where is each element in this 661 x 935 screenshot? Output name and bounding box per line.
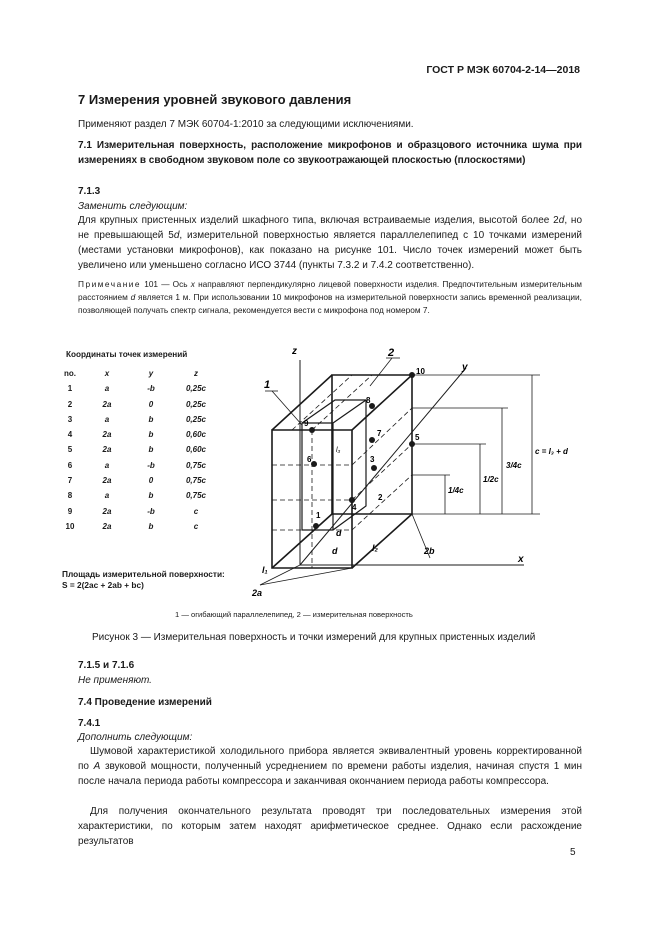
cell-no: 8: [67, 491, 73, 501]
y-axis-line: [300, 368, 466, 565]
cell-no: 1: [67, 384, 73, 394]
cell-y: 0: [148, 476, 154, 486]
dim-l3-label: l₃: [336, 447, 341, 454]
section-7-4-1-paragraph-2: Для получения окончательного результата проводят три последовательных измерения этой характеристики, по которым затем находят арифметическое среднее. Однако если расхождение результатов: [78, 806, 582, 847]
dim-l1-label: l₁: [262, 565, 268, 575]
note-101: [78, 278, 582, 317]
note-var-d: d: [130, 292, 136, 302]
point-6-label: 6: [307, 455, 312, 464]
cell-x: 2a: [102, 506, 112, 516]
cell-z: 0,60c: [185, 430, 207, 440]
cell-y: -b: [147, 506, 155, 516]
point-4-label: 4: [352, 503, 357, 512]
coords-table-title: Координаты точек измерений: [66, 350, 188, 359]
outer-edges: [272, 375, 412, 568]
col-header-no: no.: [64, 369, 76, 378]
note-text-a: 101 — Ось: [144, 279, 191, 289]
cell-x: a: [104, 460, 110, 470]
cell-no: 9: [67, 506, 73, 516]
col-header-z: z: [194, 369, 198, 378]
figure-legend: 1 — огибающий параллелепипед, 2 — измерительная поверхность: [175, 610, 413, 619]
note-var-x: x: [190, 279, 195, 289]
col-header-x: x: [104, 369, 110, 378]
cell-x: 2a: [102, 445, 112, 455]
coords-table-header: [58, 366, 222, 381]
dim-2a-label: 2a: [252, 588, 263, 598]
area-formula: [62, 569, 225, 591]
cell-y: b: [148, 414, 154, 424]
dim-half-c: 1/2c: [483, 475, 499, 484]
para-text-c: , измерительной поверхностью является параллелепипед с 10 точками измерений (местами установки микрофонов), как показано на рисунке 101. Число точек измерений может быть увеличено или уменьшено согласно ИСО 3744 (пункты 7.3.2 и 7.4.2 соответственно).: [78, 230, 582, 271]
cell-x: a: [104, 384, 110, 394]
cell-no: 10: [65, 521, 75, 531]
section-7-1-5-number: 7.1.5 и 7.1.6: [78, 660, 135, 671]
cell-y: b: [148, 430, 154, 440]
cell-x: a: [104, 491, 110, 501]
point-10-label: 10: [416, 367, 425, 376]
cell-z: 0,60c: [185, 445, 207, 455]
section-7-4-1-number: 7.4.1: [78, 718, 101, 729]
coords-table-row: [58, 412, 222, 427]
section-7-title: 7 Измерения уровней звукового давления: [78, 92, 352, 107]
cell-y: b: [148, 491, 154, 501]
section-7-1-3-instruction: Заменить следующим:: [78, 201, 188, 212]
cell-z: 0,75c: [185, 476, 207, 486]
surface-label: 2: [388, 347, 395, 359]
point-1-label: 1: [316, 511, 321, 520]
coords-table-row: [58, 473, 222, 488]
coords-table-row: [58, 458, 222, 473]
cell-no: 5: [67, 445, 73, 455]
dashed-grid-horizontal: [272, 408, 412, 530]
cell-z: 0,25c: [185, 399, 207, 409]
cell-y: b: [148, 445, 154, 455]
dim-three-quarter-c: 3/4c: [506, 461, 522, 470]
para-text-b: , но не превышающей 5: [78, 215, 583, 241]
envelope-label: 1: [264, 379, 271, 391]
section-7-intro: Применяют раздел 7 МЭК 60704-1:2010 за следующими исключениями.: [78, 119, 414, 130]
cell-z: c: [193, 506, 199, 516]
dim-2b-label: 2b: [424, 546, 435, 556]
x-axis-label: x: [518, 554, 524, 565]
coords-table-row: [58, 488, 222, 503]
document-header: ГОСТ Р МЭК 60704-2-14—2018: [426, 64, 580, 76]
point-8-label: 8: [366, 396, 371, 405]
section-7-1-3-paragraph: [78, 213, 582, 273]
note-text-c: является 1 м. При использовании 10 микрофонов на измерительной поверхности запись временной реализации, позволяющей получать спектр сигнала, рекомендуется вести с микрофона под номером 7.: [78, 292, 582, 315]
cell-no: 2: [67, 399, 73, 409]
cell-z: c: [193, 521, 199, 531]
section-7-4-1-paragraph-1: [78, 744, 582, 789]
outer-back-face: [332, 375, 412, 514]
dim-d-label: d: [332, 546, 338, 556]
cell-y: b: [148, 521, 154, 531]
coords-table-row: [58, 381, 222, 396]
cell-z: 0,25c: [185, 384, 207, 394]
section-7-1-title: 7.1 Измерительная поверхность, расположение микрофонов и образцового источника шума при измерениях в свободном звуковом поле со звукоотражающей плоскостью (плоскостями): [78, 140, 582, 166]
cell-z: 0,75c: [185, 460, 207, 470]
area-formula-line2: S = 2(2ac + 2ab + bc): [62, 580, 144, 590]
page-number: 5: [570, 847, 576, 858]
para1-text-a: Шумовой характеристикой холодильного прибора является эквивалентный уровень корректированной по: [78, 746, 582, 772]
figure-caption: Рисунок 3 — Измерительная поверхность и точки измерений для крупных пристенных изделий: [92, 632, 536, 643]
cell-x: 2a: [102, 399, 112, 409]
note-label: Примечание: [78, 279, 142, 289]
para-var-d1: d: [558, 215, 565, 226]
cell-y: 0: [148, 399, 154, 409]
point-3-label: 3: [370, 455, 375, 464]
cell-x: 2a: [102, 476, 112, 486]
dim-quarter-c: 1/4c: [448, 486, 464, 495]
cell-x: 2a: [102, 521, 112, 531]
section-7-4-title: 7.4 Проведение измерений: [78, 697, 212, 708]
point-2-label: 2: [378, 493, 383, 502]
col-header-y: y: [148, 369, 154, 378]
section-7-4-1-instruction: Дополнить следующим:: [78, 732, 193, 743]
coords-table-row: [58, 397, 222, 412]
coords-table-row: [58, 442, 222, 457]
para1-var-A: A: [93, 761, 101, 772]
point-5-label: 5: [415, 433, 420, 442]
section-7-1-5-text: Не применяют.: [78, 675, 152, 686]
para-text-a: Для крупных пристенных изделий шкафного типа, включая встраиваемые изделия, высотой более 2: [78, 215, 559, 226]
y-axis-label: y: [462, 362, 468, 373]
coords-table-row: [58, 519, 222, 534]
section-7-1-3-number: 7.1.3: [78, 186, 101, 197]
cell-y: -b: [147, 384, 155, 394]
cell-no: 7: [67, 476, 73, 486]
para1-text-b: звуковой мощности, полученный усреднением по времени работы изделия, начиная спустя 1 мин после начала периода работы компрессора и заканчивая окончанием периода работы компрессора.: [78, 761, 582, 787]
para-var-d2: d: [173, 230, 180, 241]
cell-z: 0,25c: [185, 414, 207, 424]
coords-table-row: [58, 504, 222, 519]
note-text-b: направляют перпендикулярно лицевой поверхности изделия. Предпочтительным измерительным расстоянием: [78, 279, 583, 302]
cell-no: 4: [67, 430, 73, 440]
cell-y: -b: [147, 460, 155, 470]
point-7-label: 7: [377, 429, 382, 438]
area-formula-line1: Площадь измерительной поверхности:: [62, 569, 225, 579]
coords-table-row: [58, 427, 222, 442]
point-9-label: 9: [304, 419, 309, 428]
coords-table: [58, 366, 222, 534]
cell-x: 2a: [102, 430, 112, 440]
cell-z: 0,75c: [185, 491, 207, 501]
dim-d-label-upper: d: [336, 528, 342, 538]
dim-c: c = l₃ + d: [535, 447, 568, 456]
measurement-diagram: [240, 340, 590, 605]
dim-l2-label: l₂: [372, 543, 378, 553]
cell-no: 6: [67, 460, 73, 470]
cell-x: a: [104, 414, 110, 424]
cell-no: 3: [67, 414, 73, 424]
z-axis-label: z: [292, 346, 297, 357]
